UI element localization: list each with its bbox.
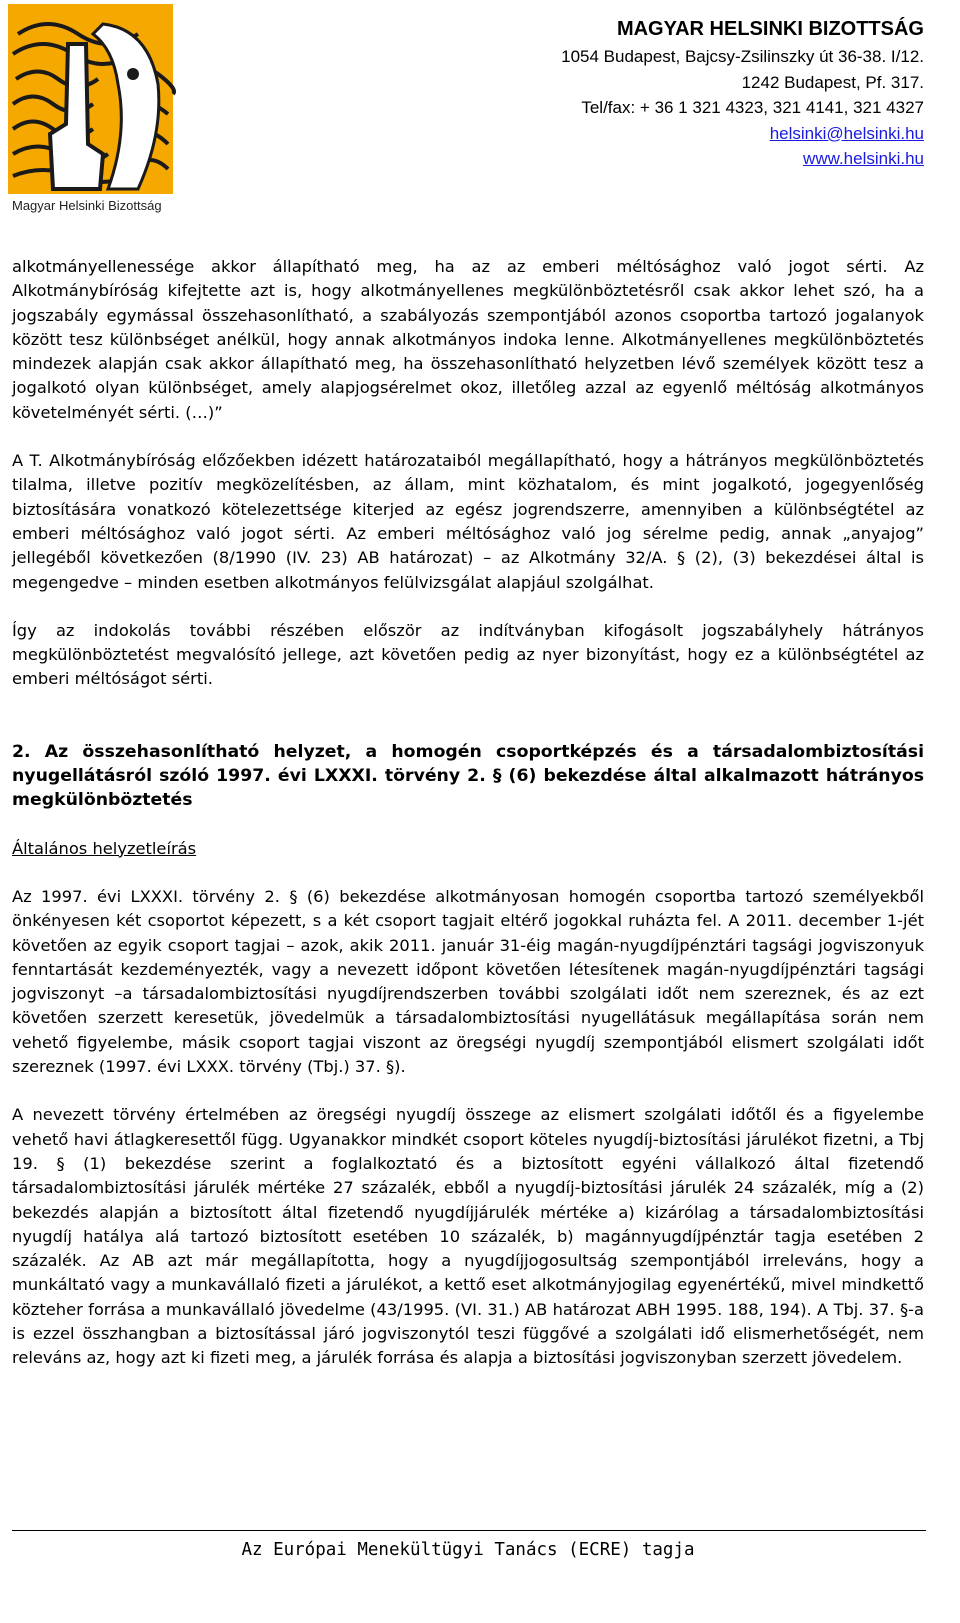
organization-name: MAGYAR HELSINKI BIZOTTSÁG — [616, 18, 924, 40]
logo-graphic — [8, 4, 180, 224]
paragraph-1: alkotmányellenessége akkor állapítható meg, ha az az emberi méltósághoz való jogot sérti. Az Alkotmánybíróság kifejtette azt is, hogy alkotmányellenes megkülönböztetésről csak akkor lehet szó, ha a jogszabály egymással összehasonlítható, a szabályozás szempontjából azonos csoportba tartozó jogalanyok között tesz különbséget anélkül, hogy annak alkotmányos indoka lenne. Alkotmányellenes megkülönböztetés mindezek alapján csak akkor állapítható meg, ha összehasonlítható helyzetben lévő személyek között tesz a jogalkotó olyan különbséget, amely alapjogsérelmet okoz, illetőleg azzal az egyenlő méltóság alkotmányos követelményét sérti. (…)” — [12, 257, 924, 422]
document-body — [12, 255, 924, 1371]
footer-divider — [12, 1530, 926, 1531]
paragraph-5: A nevezett törvény értelmében az öregségi nyugdíj összege az elismert szolgálati időtől és a figyelembe vehető havi átlagkeresettől függ. Ugyanakkor mindkét csoport köteles nyugdíj-biztosítási járulékot fizetni, a Tbj 19. § (1) bekezdése szerint a foglalkoztató és a biztosított egyéni vállalkozó által fizetendő társadalombiztosítási járulék mértéke 27 százalék, ebből a nyugdíj-biztosítási járulék 24 százalék, míg a (2) bekezdés alapján a biztosított által fizetendő nyugdíjjárulék mértéke a) kizárólag a társadalombiztosítási nyugdíj hatálya alá tartozó biztosított esetében 10 százalék, b) magánnyugdíjpénztár tagja esetében 2 százalék. Az AB azt már megállapította, hogy a nyugdíjjogosultság szempontjából irreleváns, hogy a munkáltató vagy a munkavállaló fizeti a járulékot, a kettő eset alkotmányjogilag egyenértékű, mivel mindkettő közteher forrása a munkavállaló jövedelme (43/1995. (VI. 31.) AB határozat ABH 1995. 188, 194). A Tbj. 37. §-a is ezzel összhangban a biztosítással járó jogviszonytól teszi függővé a szolgálati idő elismerhetőségét, nem releváns az, hogy azt ki fizeti meg, a járulék forrása és alapja a biztosítási jogviszonyban szerzett jövedelem. — [12, 1105, 924, 1368]
subheading: Általános helyzetleírás — [12, 838, 197, 858]
phone-fax: Tel/fax: + 36 1 321 4323, 321 4141, 321 4327 — [581, 98, 924, 117]
footer-text: Az Európai Menekültügyi Tanács (ECRE) tagja — [241, 1540, 695, 1560]
email-link[interactable]: helsinki@helsinki.hu — [769, 123, 924, 143]
address-street: 1054 Budapest, Bajcsy-Zsilinszky út 36-38. I/12. — [561, 47, 924, 66]
logo-caption: Magyar Helsinki Bizottság — [12, 198, 162, 213]
paragraph-3: Így az indokolás további részében először az indítványban kifogásolt jogszabályhely hátrányos megkülönböztetést megvalósító jellege, azt követően pedig az nyer bizonyítást, hogy ez a különbségtétel az emberi méltóságot sérti. — [12, 620, 924, 689]
website-link[interactable]: www.helsinki.hu — [803, 149, 924, 168]
paragraph-2: A T. Alkotmánybíróság előzőekben idézett határozataiból megállapítható, hogy a hátrányos megkülönböztetés tilalma, illetve pozitív megközelítésben, az állam, mint közhatalom, és mint jogalkotó, jogegyenlőség biztosítására vonatkozó kötelezettsége kiterjed az egész jogrendszerre, amennyiben a különbségtétel az emberi méltósághoz való jogot sérti. Az emberi méltósághoz való jog sérelme pedig, annak „anyajog” jellegéből következően (8/1990 (IV. 23) AB határozat) – az Alkotmány 32/A. § (2), (3) bekezdései által is megengedve – minden esetben alkotmányos felülvizsgálat alapjául szolgálhat. — [12, 451, 924, 592]
organization-contact-block — [561, 14, 924, 172]
address-po-box: 1242 Budapest, Pf. 317. — [741, 72, 924, 92]
paragraph-4: Az 1997. évi LXXXI. törvény 2. § (6) bekezdése alkotmányosan homogén csoportba tartozó személyekből önkényesen két csoportot képezett, s a két csoport tagjait eltérő jogokkal ruházta fel. A 2011. december 1-jét követően az egyik csoport tagjai – azok, akik 2011. január 31-éig magán-nyugdíjpénztári tagsági jogviszonyuk fenntartását kezdeményezték, vagy a nevezett időpont követően létesítenek magán-nyugdíjpénztári tagsági jogviszonyt –a társadalombiztosítási nyugdíjrendszerben további szolgálati időt nem szereznek, és az ezt követően szerzett keresetük, jövedelmük a társadalombiztosítási nyugellátásuk megállapítása során nem vehető figyelembe, másik csoport tagjai viszont az öregségi nyugdíj szempontjából elismert szolgálati időt szereznek (1997. évi LXXX. törvény (Tbj.) 37. §). — [12, 886, 924, 1077]
section-heading: 2. Az összehasonlítható helyzet, a homogén csoportképzés és a társadalombiztosítási nyugellátásról szóló 1997. évi LXXXI. törvény 2. § (6) bekezdése által alkalmazott hátrányos megkülönböztetés — [12, 741, 924, 811]
helsinki-committee-logo — [8, 4, 180, 224]
